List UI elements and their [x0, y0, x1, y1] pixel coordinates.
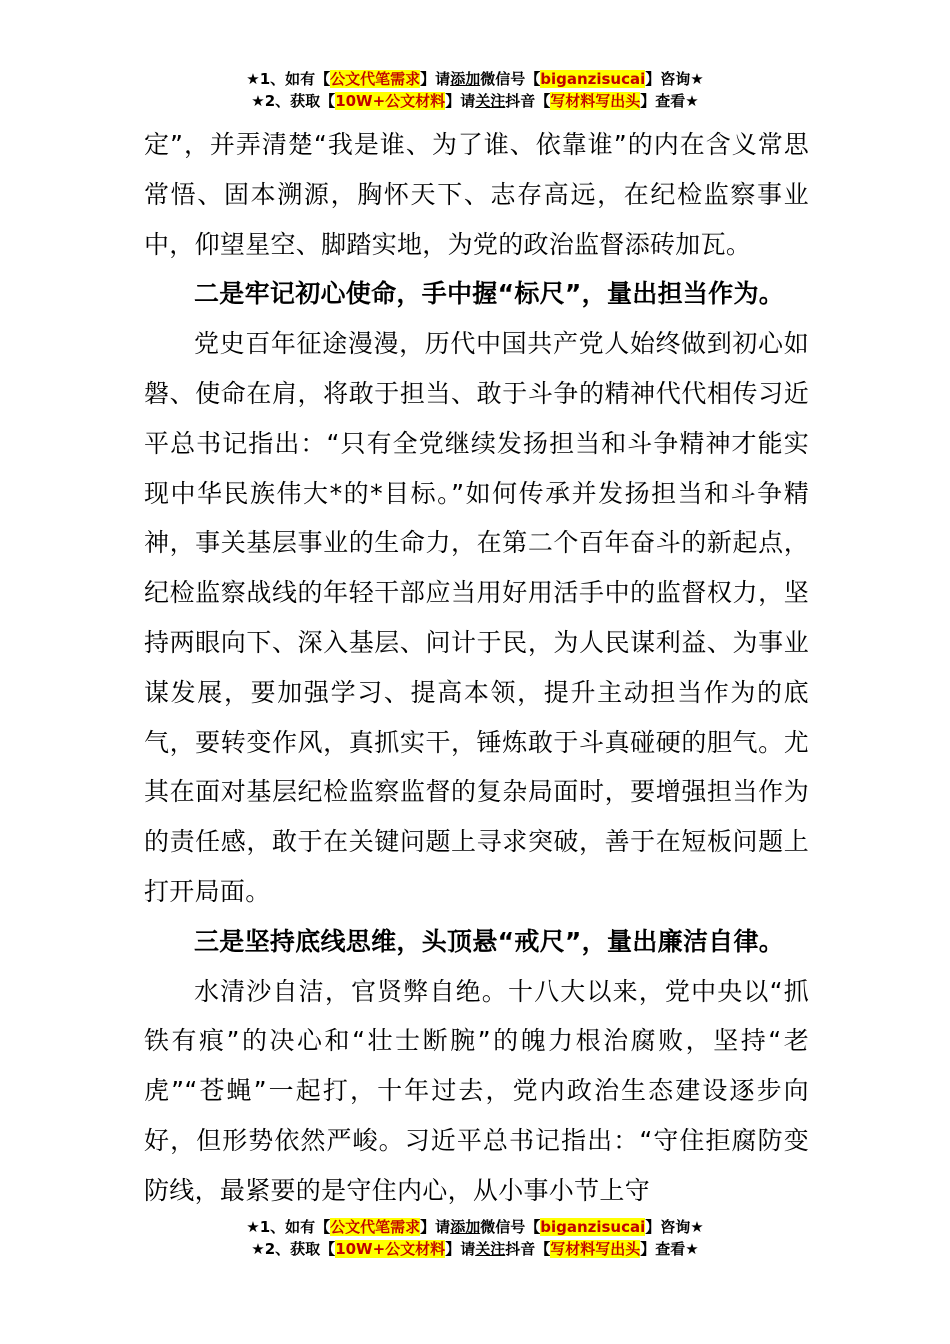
section-heading-2: 二是牢记初心使命，手中握“标尺”，量出担当作为。: [194, 279, 785, 309]
banner-highlight: 10W+公文材料: [335, 92, 446, 110]
banner-highlight: biganzisucai: [540, 1218, 646, 1236]
banner-line-1: [0, 68, 950, 90]
footer-banner: [0, 1216, 950, 1260]
banner-text: 抖音【: [505, 1240, 551, 1258]
banner-text: ★1、如有【: [246, 1218, 331, 1236]
banner-line-2: [0, 1238, 950, 1260]
paragraph-3: 水清沙自洁，官贤弊自绝。十八大以来，党中央以“抓铁有痕”的决心和“壮士断腕”的魄力根治腐败，坚持“老虎”“苍蝇”一起打，十年过去，党内政治生态建设逐步向好，但形势依然严峻。习近平总书记指出：“守住拒腐防变防线，最紧要的是守住内心，从小事小节上守: [144, 976, 809, 1205]
banner-highlight: 写材料写出头: [550, 92, 641, 110]
banner-text: 抖音【: [505, 92, 551, 110]
banner-text: 微信号【: [480, 1218, 541, 1236]
banner-text: 】请: [445, 92, 476, 110]
banner-line-2: [0, 90, 950, 112]
banner-text: 】请: [420, 70, 451, 88]
banner-underlined: 关注: [475, 1240, 506, 1258]
banner-underlined: 添加: [450, 1218, 481, 1236]
banner-text: 微信号【: [480, 70, 541, 88]
banner-text: 】请: [445, 1240, 476, 1258]
banner-underlined: 添加: [450, 70, 481, 88]
document-body: [144, 120, 809, 1216]
banner-text: 】咨询★: [645, 1218, 704, 1236]
banner-line-1: [0, 1216, 950, 1238]
paragraph-2: 党史百年征途漫漫，历代中国共产党人始终做到初心如磐、使命在肩，将敢于担当、敢于斗争的精神代代相传习近平总书记指出：“只有全党继续发扬担当和斗争精神才能实现中华民族伟大*的*目标。”如何传承并发扬担当和斗争精神，事关基层事业的生命力，在第二个百年奋斗的新起点，纪检监察战线的年轻干部应当用好用活手中的监督权力，坚持两眼向下、深入基层、问计于民，为人民谋利益、为事业谋发展，要加强学习、提高本领，提升主动担当作为的底气，要转变作风，真抓实干，锤炼敢于斗真碰硬的胆气。尤其在面对基层纪检监察监督的复杂局面时，要增强担当作为的责任感，敢于在关键问题上寻求突破，善于在短板问题上打开局面。: [144, 329, 809, 906]
banner-text: ★2、获取【: [251, 92, 336, 110]
banner-text: 】请: [420, 1218, 451, 1236]
banner-text: ★2、获取【: [251, 1240, 336, 1258]
banner-highlight: biganzisucai: [540, 70, 646, 88]
banner-highlight: 公文代笔需求: [330, 70, 421, 88]
banner-highlight: 写材料写出头: [550, 1240, 641, 1258]
banner-text: 】查看★: [640, 92, 699, 110]
paragraph-continuation: 定”，并弄清楚“我是谁、为了谁、依靠谁”的内在含义常思常悟、固本溯源，胸怀天下、志存高远，在纪检监察事业中，仰望星空、脚踏实地，为党的政治监督添砖加瓦。: [144, 130, 809, 259]
banner-text: 】咨询★: [645, 70, 704, 88]
banner-text: 】查看★: [640, 1240, 699, 1258]
banner-highlight: 公文代笔需求: [330, 1218, 421, 1236]
banner-text: ★1、如有【: [246, 70, 331, 88]
banner-underlined: 关注: [475, 92, 506, 110]
header-banner: [0, 68, 950, 112]
banner-highlight: 10W+公文材料: [335, 1240, 446, 1258]
section-heading-3: 三是坚持底线思维，头顶悬“戒尺”，量出廉洁自律。: [194, 926, 785, 956]
